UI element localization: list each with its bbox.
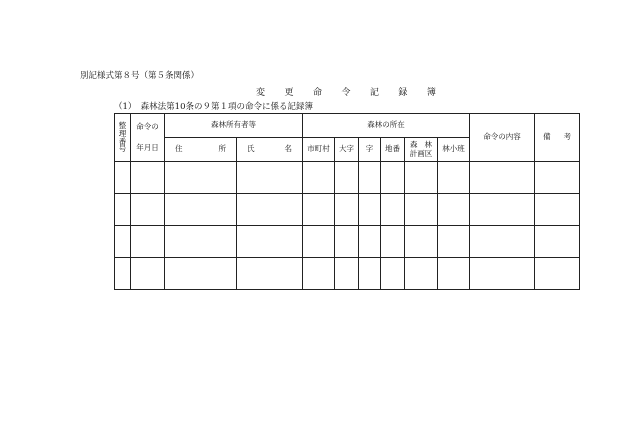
header-seiri-bangou: 整 理 番 号	[115, 114, 131, 162]
header-aza: 字	[359, 138, 381, 162]
table-row	[115, 194, 580, 226]
title-char: 記	[369, 88, 379, 98]
header-order-content: 命令の内容	[470, 114, 535, 162]
header-chiban: 地番	[381, 138, 405, 162]
header-forest-owner: 森林所有者等	[165, 114, 303, 138]
title-char: 更	[284, 88, 294, 98]
table-row	[115, 226, 580, 258]
header-order-date: 命令の 年月日	[131, 114, 165, 162]
title-char: 録	[398, 88, 408, 98]
table-row	[115, 162, 580, 194]
header-address: 住 所	[165, 138, 237, 162]
header-forest-location: 森林の所在	[303, 114, 470, 138]
title-char: 命	[312, 88, 322, 98]
form-number-label: 別記様式第８号（第５条関係）	[80, 71, 200, 81]
title-char: 令	[341, 88, 351, 98]
section-title: （1） 森林法第10条の９第１項の命令に係る記録簿	[114, 102, 313, 112]
header-forest-plan-area: 森 林 計画区	[405, 138, 438, 162]
title-char: 変	[256, 88, 266, 98]
table-row	[115, 258, 580, 290]
header-remarks: 備 考	[535, 114, 580, 162]
header-oaza: 大字	[335, 138, 359, 162]
header-municipality: 市町村	[303, 138, 335, 162]
document-title	[256, 85, 436, 98]
header-row-1	[115, 114, 580, 138]
header-compartment: 林小班	[438, 138, 470, 162]
order-register-table	[114, 113, 580, 290]
header-name: 氏 名	[237, 138, 303, 162]
title-char: 簿	[426, 88, 436, 98]
